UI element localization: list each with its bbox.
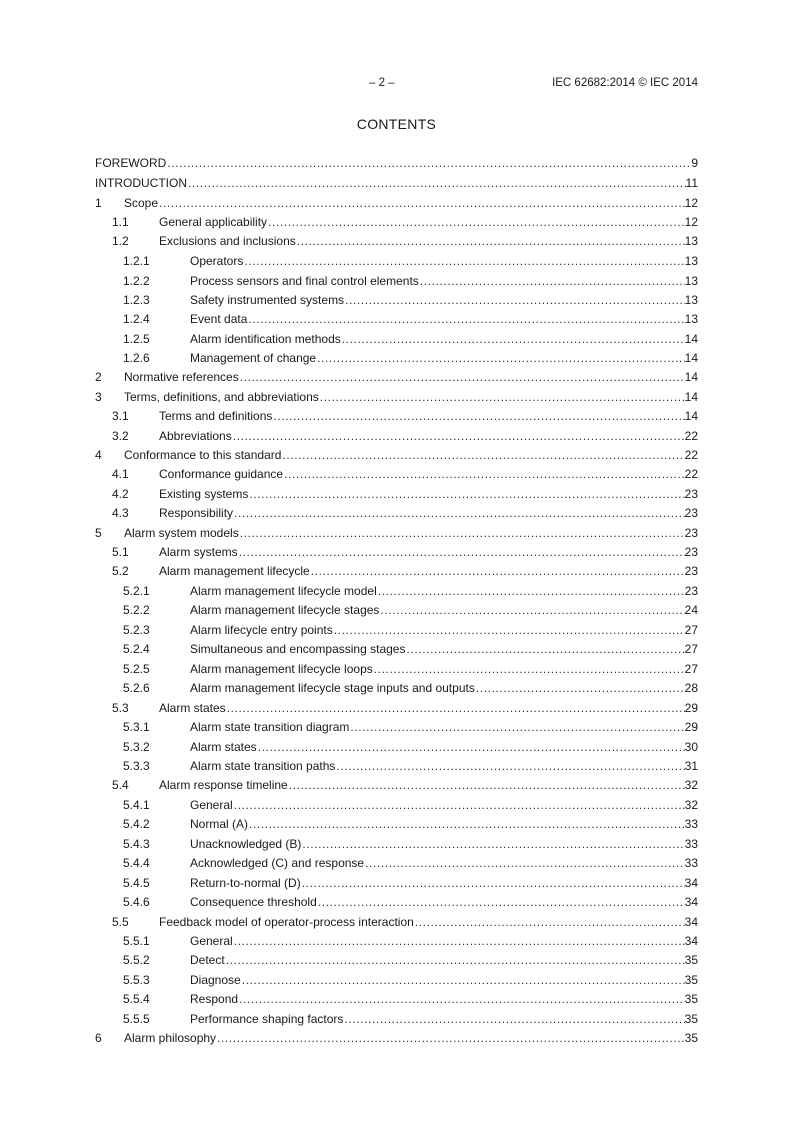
toc-entry-number: 5.4.1 [123, 798, 150, 812]
toc-entry-number: 5.5.1 [123, 934, 150, 948]
toc-entry-number: 2 [95, 370, 102, 384]
toc-entry[interactable] [95, 564, 698, 579]
toc-entry-page: 35 [684, 992, 698, 1006]
toc-entry-number: 5.2.5 [123, 662, 150, 676]
toc-entry-number: 1.2.2 [123, 274, 150, 288]
toc-entry-number: 1.2.6 [123, 351, 150, 365]
toc-entry-page: 13 [684, 274, 698, 288]
toc-entry-number: 1.2 [112, 234, 129, 248]
page-number: – 2 – [369, 77, 395, 89]
dot-leader [167, 156, 691, 171]
toc-entry[interactable] [95, 215, 698, 230]
toc-entry-title: Diagnose [190, 973, 241, 987]
toc-entry-title: Alarm management lifecycle stage inputs and outputs [190, 681, 475, 695]
toc-entry-page: 33 [684, 837, 698, 851]
toc-entry-number: 5.5.3 [123, 973, 150, 987]
dot-leader [240, 526, 685, 541]
toc-entry-number: 4.3 [112, 506, 129, 520]
dot-leader [242, 973, 685, 988]
dot-leader [380, 603, 684, 618]
toc-entry-page: 34 [684, 934, 698, 948]
toc-entry[interactable] [95, 584, 698, 599]
dot-leader [249, 487, 684, 502]
toc-entry-title: Responsibility [159, 506, 234, 520]
toc-entry[interactable] [95, 720, 698, 735]
toc-entry-page: 13 [684, 234, 698, 248]
toc-entry[interactable] [95, 487, 698, 502]
toc-entry-number: 5.4.3 [123, 837, 150, 851]
dot-leader [302, 837, 684, 852]
dot-leader [258, 740, 685, 755]
toc-entry-title: Alarm states [190, 740, 257, 754]
toc-entry-page: 30 [684, 740, 698, 754]
toc-entry-number: 3.2 [112, 429, 129, 443]
toc-entry-page: 33 [684, 856, 698, 870]
toc-entry-page: 27 [684, 623, 698, 637]
toc-entry-title: Normal (A) [190, 817, 249, 831]
toc-entry[interactable] [95, 837, 698, 852]
dot-leader [289, 778, 685, 793]
toc-entry-title: Alarm management lifecycle loops [190, 662, 373, 676]
toc-entry-number: 5.5.5 [123, 1012, 150, 1026]
toc-entry[interactable] [95, 448, 698, 463]
toc-entry[interactable] [95, 681, 698, 696]
toc-entry-number: 5.2.3 [123, 623, 150, 637]
toc-entry-title: Respond [190, 992, 239, 1006]
toc-entry[interactable] [95, 759, 698, 774]
toc-entry-page: 22 [684, 467, 698, 481]
toc-entry-title: General [190, 798, 233, 812]
dot-leader [342, 332, 685, 347]
dot-leader [336, 759, 684, 774]
toc-entry[interactable] [95, 545, 698, 560]
toc-entry-title: Performance shaping factors [190, 1012, 344, 1026]
dot-leader [159, 196, 685, 211]
toc-entry-title: Existing systems [159, 487, 249, 501]
dot-leader [188, 176, 686, 191]
toc-entry-number: 5.2.6 [123, 681, 150, 695]
dot-leader [378, 584, 685, 599]
page-header [0, 77, 793, 91]
dot-leader [226, 953, 685, 968]
toc-entry-page: 22 [684, 429, 698, 443]
dot-leader [350, 720, 684, 735]
toc-entry-title: Conformance guidance [159, 467, 284, 481]
toc-entry-page: 23 [684, 487, 698, 501]
dot-leader [415, 915, 685, 930]
toc-entry-number: 1.1 [112, 215, 129, 229]
dot-leader [239, 545, 685, 560]
toc-entry-page: 13 [684, 312, 698, 326]
toc-entry-title: Consequence threshold [190, 895, 317, 909]
toc-entry-page: 32 [684, 778, 698, 792]
dot-leader [302, 876, 685, 891]
toc-entry[interactable] [95, 506, 698, 521]
toc-entry-page: 14 [684, 409, 698, 423]
dot-leader [317, 351, 685, 366]
dot-leader [345, 293, 685, 308]
toc-entry-number: 5.2.4 [123, 642, 150, 656]
toc-entry[interactable] [95, 953, 698, 968]
toc-entry[interactable] [95, 196, 698, 211]
toc-entry-number: 5.2.2 [123, 603, 150, 617]
toc-entry-page: 35 [684, 953, 698, 967]
toc-entry[interactable] [95, 274, 698, 289]
toc-entry-page: 24 [684, 603, 698, 617]
dot-leader [234, 798, 685, 813]
dot-leader [273, 409, 684, 424]
toc-entry[interactable] [95, 293, 698, 308]
toc-entry-number: 4.2 [112, 487, 129, 501]
toc-entry-title: Management of change [190, 351, 317, 365]
toc-entry-title: FOREWORD [95, 156, 167, 170]
dot-leader [374, 662, 685, 677]
toc-entry-title: Abbreviations [159, 429, 232, 443]
toc-entry-page: 35 [684, 1012, 698, 1026]
toc-entry-number: 5.4.6 [123, 895, 150, 909]
toc-entry[interactable] [95, 1031, 698, 1046]
toc-entry-title: Safety instrumented systems [190, 293, 345, 307]
toc-entry-title: Normative references [124, 370, 239, 384]
dot-leader [268, 215, 685, 230]
toc-entry[interactable] [95, 876, 698, 891]
toc-entry-page: 11 [685, 176, 698, 190]
toc-entry-title: Operators [190, 254, 244, 268]
dot-leader [249, 817, 685, 832]
toc-entry[interactable] [95, 176, 698, 191]
toc-entry-title: Alarm management lifecycle [159, 564, 310, 578]
dot-leader [239, 992, 685, 1007]
toc-entry[interactable] [95, 254, 698, 269]
toc-entry[interactable] [95, 662, 698, 677]
toc-entry-page: 27 [684, 662, 698, 676]
toc-entry-number: 1.2.4 [123, 312, 150, 326]
toc-entry-number: 5.4.2 [123, 817, 150, 831]
toc-entry-number: 5.5.4 [123, 992, 150, 1006]
toc-entry-number: 4.1 [112, 467, 129, 481]
toc-entry-number: 1.2.1 [123, 254, 150, 268]
toc-entry-page: 23 [684, 526, 698, 540]
toc-entry-title: Terms and definitions [159, 409, 273, 423]
toc-entry-title: General applicability [159, 215, 268, 229]
toc-entry-page: 14 [684, 332, 698, 346]
toc-entry-title: Simultaneous and encompassing stages [190, 642, 406, 656]
dot-leader [320, 390, 685, 405]
toc-entry[interactable] [95, 973, 698, 988]
toc-entry[interactable] [95, 409, 698, 424]
dot-leader [297, 234, 685, 249]
toc-entry-page: 29 [684, 701, 698, 715]
dot-leader [344, 1012, 684, 1027]
dot-leader [406, 642, 684, 657]
toc-entry-number: 3 [95, 390, 102, 404]
toc-entry-number: 1.2.5 [123, 332, 150, 346]
toc-entry-title: Alarm state transition paths [190, 759, 336, 773]
toc-entry[interactable] [95, 467, 698, 482]
toc-entry-page: 23 [684, 584, 698, 598]
toc-entry-number: 3.1 [112, 409, 129, 423]
toc-entry-title: Scope [124, 196, 159, 210]
toc-entry-title: Process sensors and final control elements [190, 274, 419, 288]
toc-entry-page: 23 [684, 506, 698, 520]
toc-entry-page: 34 [684, 895, 698, 909]
toc-entry-title: Return-to-normal (D) [190, 876, 301, 890]
toc-entry-page: 34 [684, 915, 698, 929]
standard-reference: IEC 62682:2014 © IEC 2014 [552, 77, 698, 89]
toc-entry-title: Alarm management lifecycle model [190, 584, 377, 598]
toc-entry[interactable] [95, 429, 698, 444]
toc-entry[interactable] [95, 312, 698, 327]
dot-leader [334, 623, 685, 638]
toc-entry-page: 12 [684, 196, 698, 210]
toc-entry-number: 5.3 [112, 701, 129, 715]
toc-entry[interactable] [95, 526, 698, 541]
toc-entry[interactable] [95, 1012, 698, 1027]
toc-entry-title: Alarm states [159, 701, 226, 715]
toc-entry-title: Feedback model of operator-process interaction [159, 915, 414, 929]
toc-entry-page: 13 [684, 293, 698, 307]
toc-entry-title: General [190, 934, 233, 948]
toc-entry-number: 5.4.5 [123, 876, 150, 890]
toc-entry-number: 5.1 [112, 545, 129, 559]
toc-entry-title: Unacknowledged (B) [190, 837, 302, 851]
toc-entry-page: 33 [684, 817, 698, 831]
dot-leader [234, 934, 685, 949]
toc-entry[interactable] [95, 156, 698, 171]
toc-entry-number: 5.2.1 [123, 584, 150, 598]
toc-entry-page: 14 [684, 370, 698, 384]
toc-entry-page: 14 [684, 351, 698, 365]
toc-entry[interactable] [95, 623, 698, 638]
toc-entry-title: Acknowledged (C) and response [190, 856, 365, 870]
toc-entry-number: 5.5.2 [123, 953, 150, 967]
toc-entry[interactable] [95, 934, 698, 949]
toc-entry-page: 29 [684, 720, 698, 734]
page-title: CONTENTS [356, 116, 437, 132]
toc-entry-page: 35 [684, 1031, 698, 1045]
dot-leader [282, 448, 684, 463]
toc-entry-title: Alarm lifecycle entry points [190, 623, 333, 637]
toc-entry[interactable] [95, 856, 698, 871]
toc-entry-title: Alarm management lifecycle stages [190, 603, 380, 617]
toc-entry-page: 31 [684, 759, 698, 773]
toc-entry-number: 4 [95, 448, 102, 462]
toc-entry-title: Alarm response timeline [159, 778, 288, 792]
toc-entry-number: 1 [95, 196, 102, 210]
toc-entry-page: 22 [684, 448, 698, 462]
toc-entry-title: Detect [190, 953, 225, 967]
toc-entry-title: Exclusions and inclusions [159, 234, 296, 248]
toc-entry-title: Alarm philosophy [124, 1031, 217, 1045]
toc-entry-title: INTRODUCTION [95, 176, 187, 190]
toc-entry[interactable] [95, 642, 698, 657]
toc-entry-page: 35 [684, 973, 698, 987]
toc-entry-page: 27 [684, 642, 698, 656]
toc-entry[interactable] [95, 351, 698, 366]
toc-entry-title: Alarm system models [124, 526, 239, 540]
dot-leader [240, 370, 685, 385]
toc-entry-title: Alarm systems [159, 545, 238, 559]
toc-entry-number: 5 [95, 526, 102, 540]
toc-entry-number: 5.3.3 [123, 759, 150, 773]
toc-entry-number: 5.5 [112, 915, 129, 929]
toc-entry-page: 9 [691, 156, 698, 170]
toc-entry-page: 32 [684, 798, 698, 812]
toc-entry-title: Alarm state transition diagram [190, 720, 350, 734]
toc-entry-page: 28 [684, 681, 698, 695]
toc-entry[interactable] [95, 895, 698, 910]
toc-entry-page: 23 [684, 545, 698, 559]
toc-entry[interactable] [95, 778, 698, 793]
toc-entry-page: 13 [684, 254, 698, 268]
toc-entry-title: Conformance to this standard [124, 448, 282, 462]
dot-leader [227, 701, 685, 716]
toc-entry-number: 5.3.2 [123, 740, 150, 754]
dot-leader [284, 467, 685, 482]
toc-entry[interactable] [95, 915, 698, 930]
dot-leader [476, 681, 685, 696]
toc-entry[interactable] [95, 817, 698, 832]
toc-entry[interactable] [95, 740, 698, 755]
dot-leader [234, 506, 685, 521]
toc-entry[interactable] [95, 701, 698, 716]
toc-entry-page: 12 [684, 215, 698, 229]
dot-leader [217, 1031, 685, 1046]
toc-entry-title: Alarm identification methods [190, 332, 341, 346]
toc-entry-number: 6 [95, 1031, 102, 1045]
toc-entry-page: 34 [684, 876, 698, 890]
toc-entry[interactable] [95, 603, 698, 618]
dot-leader [318, 895, 685, 910]
toc-entry-number: 5.4 [112, 778, 129, 792]
toc-entry[interactable] [95, 370, 698, 385]
dot-leader [233, 429, 685, 444]
toc-entry-number: 5.3.1 [123, 720, 150, 734]
toc-entry-page: 14 [684, 390, 698, 404]
toc-entry[interactable] [95, 390, 698, 405]
toc-entry[interactable] [95, 992, 698, 1007]
toc-entry-title: Event data [190, 312, 248, 326]
dot-leader [311, 564, 685, 579]
toc-entry[interactable] [95, 798, 698, 813]
toc-entry[interactable] [95, 332, 698, 347]
toc-entry-number: 5.2 [112, 564, 129, 578]
toc-entry-number: 1.2.3 [123, 293, 150, 307]
dot-leader [420, 274, 685, 289]
toc-entry-title: Terms, definitions, and abbreviations [124, 390, 319, 404]
toc-entry-number: 5.4.4 [123, 856, 150, 870]
toc-entry[interactable] [95, 234, 698, 249]
dot-leader [248, 312, 684, 327]
dot-leader [365, 856, 685, 871]
toc-entry-page: 23 [684, 564, 698, 578]
dot-leader [244, 254, 684, 269]
